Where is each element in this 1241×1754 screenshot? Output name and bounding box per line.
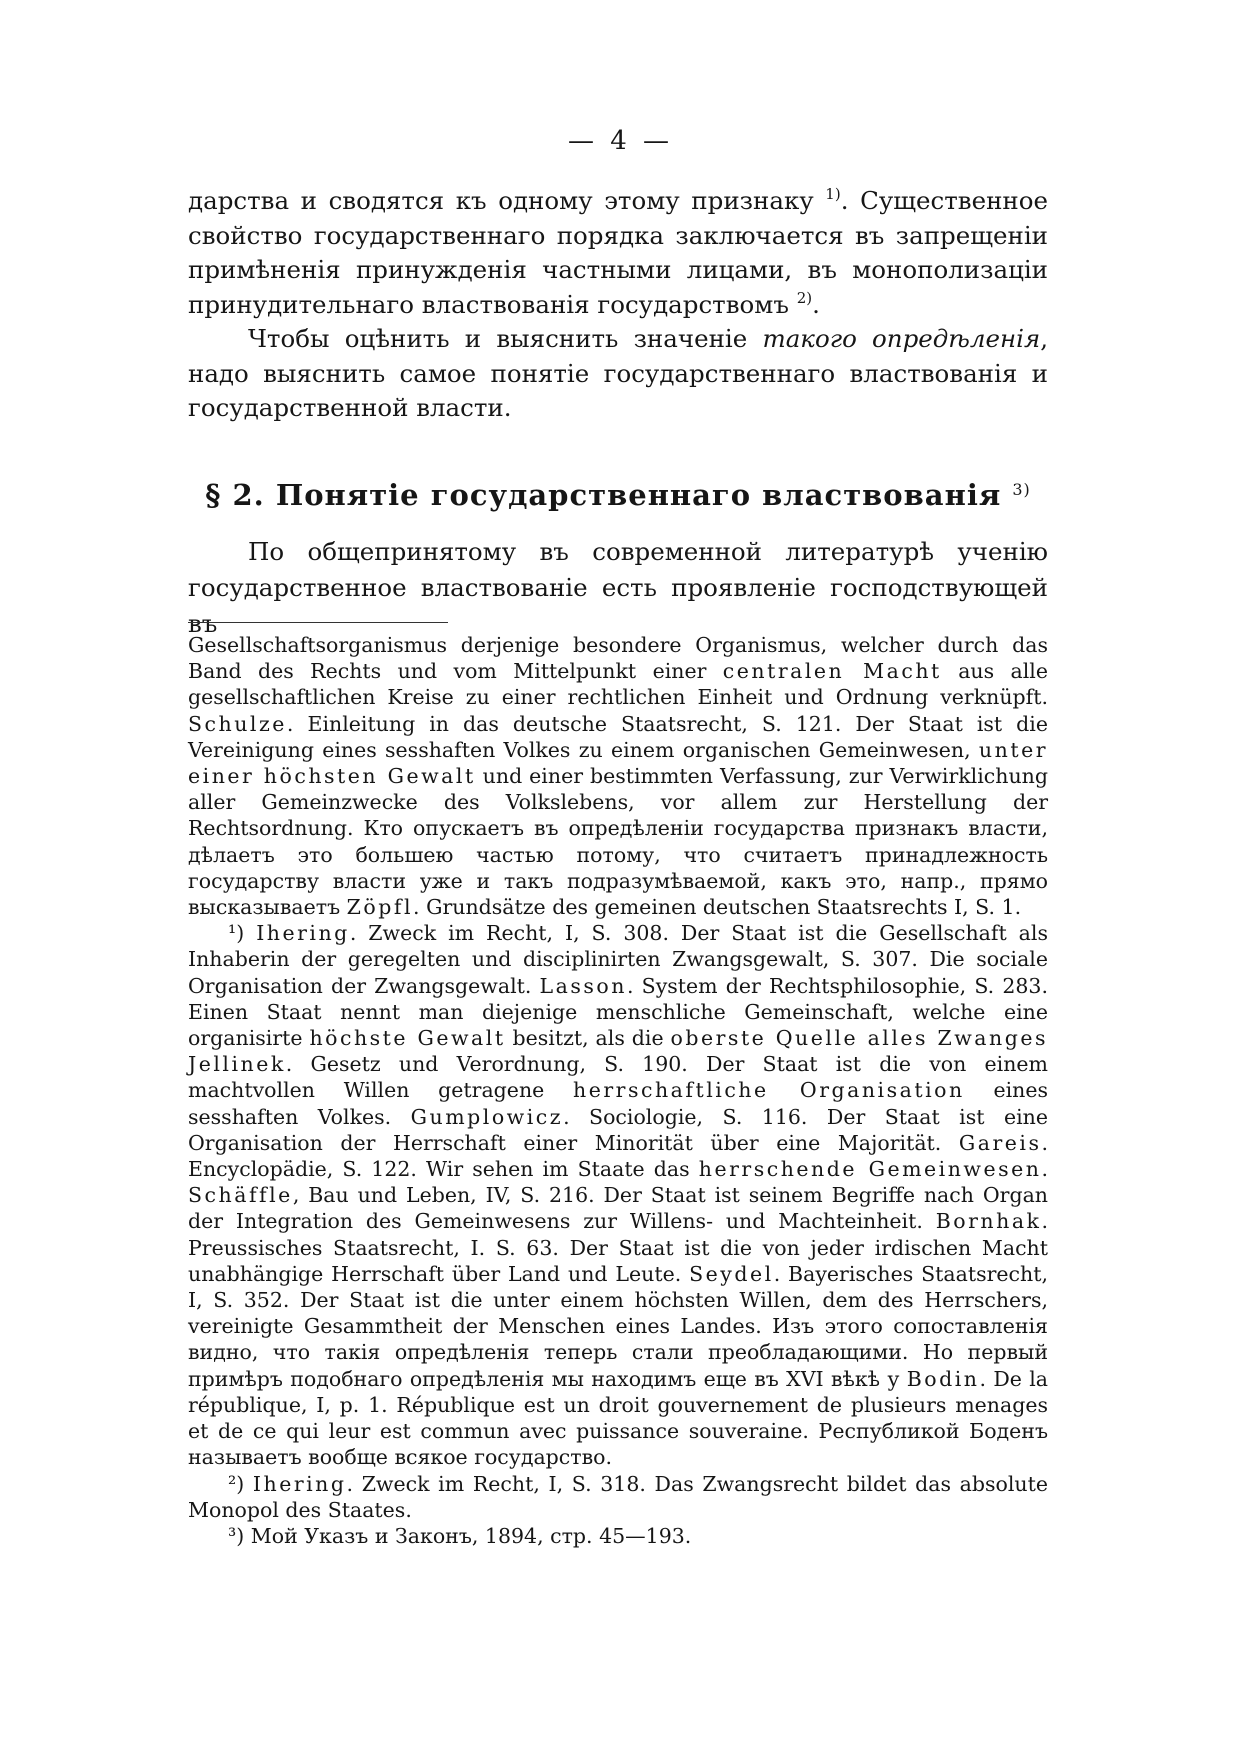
spaced-name: Schulze — [188, 711, 287, 736]
footnote-2-marker: ²) — [228, 1471, 245, 1496]
spaced-name: Lasson — [539, 973, 627, 998]
footnote-ref-2: 2) — [796, 288, 813, 307]
italic-phrase: такого опредѣленія — [762, 324, 1041, 353]
footnote-text: Мой Указъ и Законъ, 1894, стр. 45—193. — [244, 1523, 692, 1548]
footnote-text: . Gesetz und Verordnung, S. 190. Der Staat ist die von einem machtvollen Willen getragene — [188, 1052, 1048, 1103]
footnote-text: besitzt, als die — [505, 1026, 671, 1051]
spaced-name: herrschende Gemeinwesen — [698, 1157, 1042, 1182]
footnote-continuation — [188, 632, 1048, 920]
section-heading-text: § 2. Понятіе государственнаго властвованія — [205, 478, 1002, 512]
footnote-separator — [188, 622, 448, 623]
footnote-text: , Bau und Leben, IV, S. 216. Der Staat ist seinem Begriffe nach Organ der Integration des Gemeinwesens zur Willens- und Machteinheit. — [188, 1183, 1048, 1234]
footnote-text: eines sesshaften Volkes. — [188, 1078, 1048, 1129]
spaced-name: herrschaftliche Organisation — [573, 1078, 965, 1103]
footnote-2 — [188, 1471, 1048, 1523]
footnote-text: . Grundsätze des gemeinen deutschen Staatsrechts I, S. 1. — [413, 895, 1022, 920]
main-text — [188, 184, 1048, 426]
spaced-name: Jellinek — [188, 1052, 286, 1077]
page-number: — 4 — — [567, 126, 674, 156]
footnote-text — [244, 921, 256, 945]
spaced-name: Zöpfl — [346, 895, 414, 920]
footnote-3-marker: ³) — [228, 1523, 245, 1548]
footnote-text: . System der Rechtsphilosophie, S. 283. Einen Staat nennt man diejenige menschliche Gemeinschaft, welche eine organisirte — [188, 973, 1048, 1051]
spaced-name: Bornhak — [935, 1209, 1042, 1234]
footnote-text: Gesellschaftsorganismus derjenige besondere Organismus, welcher durch das Band des Rechts und vom Mittelpunkt einer — [188, 633, 1048, 684]
footnote-text: . Preussisches Staatsrecht, I. S. 63. Der Staat ist die von jeder irdischen Macht unabhängige Herrschaft über Land und Leute. — [188, 1209, 1048, 1286]
spaced-name: Gumplowicz — [410, 1104, 564, 1129]
paragraph-3-block — [188, 534, 1048, 642]
footnote-1 — [188, 920, 1048, 1470]
footnote-text: . — [1041, 1157, 1048, 1182]
spaced-name: Ihering — [256, 921, 350, 946]
spaced-name: Gareis — [958, 1130, 1042, 1155]
footnote-text: . Einleitung in das deutsche Staatsrecht, S. 121. Der Staat ist die Vereinigung eines sesshaften Volkes zu einem organischen Gemeinwesen, — [188, 711, 1048, 762]
spaced-name: Schäffle — [188, 1183, 293, 1208]
footnote-text: . Zweck im Recht, I, S. 318. Das Zwangsrecht bildet das absolute Monopol des Staates. — [188, 1471, 1048, 1522]
spaced-name: Bodin — [906, 1366, 980, 1391]
footnote-text: aus alle gesellschaftlichen Kreise zu einer rechtlichen Einheit und Ordnung verknüpft. — [188, 659, 1049, 710]
paragraph-3: По общепринятому въ современной литературѣ ученію государственное властвованіе есть проявленіе господствующей въ — [188, 537, 1048, 638]
footnote-text: . Zweck im Recht, I, S. 308. Der Staat ist die Gesellschaft als Inhaberin der geregelten und disciplinirten Zwangsgewalt, S. 307. Die sociale Organisation der Zwangsgewalt. — [188, 921, 1048, 998]
spaced-name: oberste Quelle alles Zwanges — [670, 1026, 1048, 1051]
paragraph-2: Чтобы оцѣнить и выяснить значеніе такого опредѣленія, надо выяснить самое понятіе государственнаго властвованія и государственной власти. — [188, 324, 1048, 422]
footnote-1-marker: ¹) — [228, 921, 245, 946]
footnote-text — [244, 1472, 253, 1496]
footnote-ref-3: 3) — [1012, 480, 1031, 499]
footnote-text: . Bayerisches Staatsrecht, I, S. 352. Der Staat ist die unter einem höchsten Willen, dem des Herrschers, vereinigte Gesammtheit der Menschen eines Landes. Изъ этого сопоставленія видно, что такія опредѣленія теперь стали преобладающими. Но первый примѣръ подобнаго опредѣленія мы находимъ еще въ XVI вѣкѣ у — [188, 1261, 1048, 1391]
footnote-text: . Encyclopädie, S. 122. Wir sehen im Staate das — [188, 1130, 1048, 1182]
footnote-text: . Sociologie, S. 116. Der Staat ist eine Organisation der Herrschaft einer Minorität über eine Majorität. — [188, 1104, 1048, 1155]
spaced-name: Seydel — [689, 1261, 774, 1286]
footnote-ref-1: 1) — [825, 185, 841, 203]
spaced-name: unter einer höchsten Gewalt — [188, 737, 1048, 789]
footnotes — [188, 632, 1048, 1549]
footnote-text: und einer bestimmten Verfassung, zur Verwirklichung aller Gemeinzwecke des Volkslebens, vor allem zur Herstellung der Rechtsordnung. Кто опускаетъ въ опредѣленіи государства признакъ власти, дѣлаетъ это большею частью потому, что считаетъ принадлежность государству власти уже и такъ подразумѣваемой, какъ это, напр., прямо высказываетъ — [188, 764, 1049, 920]
spaced-name: centralen Macht — [722, 659, 942, 684]
spaced-name: Ihering — [252, 1471, 347, 1496]
footnote-3 — [188, 1523, 1048, 1549]
paragraph-1: дарства и сводятся къ одному этому признаку $^{1)}$. Существенное свойство государственнаго порядка заключается въ запрещеніи примѣненія принужденія частными лицами, въ монополизаціи принудительнаго властвованія государствомъ $^{2)}$. — [188, 185, 1048, 319]
section-heading — [188, 478, 1048, 512]
footnote-text: . De la république, I, p. 1. République est un droit gouvernement de plusieurs menages et de ce qui leur est commun avec puissance souveraine. Республикой Боденъ называетъ вообще всякое государство. — [188, 1366, 1048, 1470]
spaced-name: höchste Gewalt — [309, 1026, 506, 1051]
